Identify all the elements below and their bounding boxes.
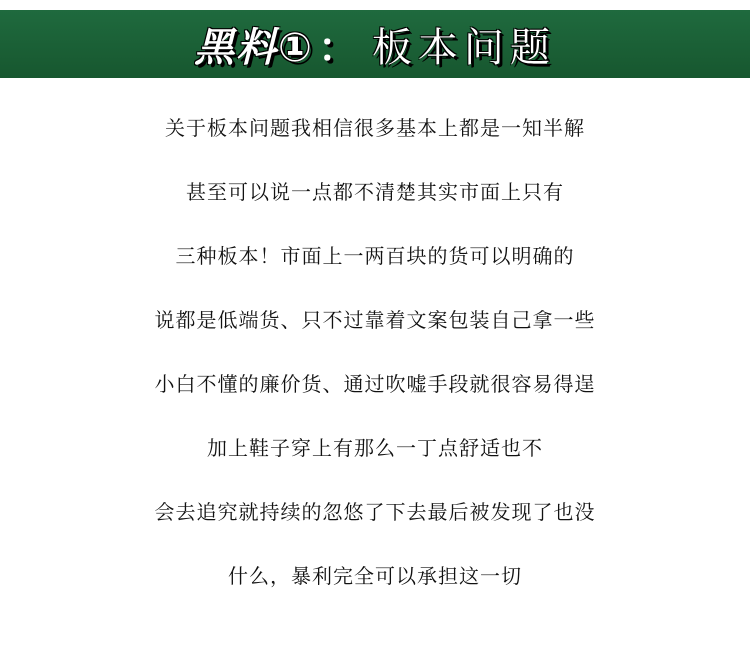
- text-line: 说都是低端货、只不过靠着文案包装自己拿一些: [154, 308, 596, 332]
- text-line: 会去追究就持续的忽悠了下去最后被发现了也没: [154, 500, 596, 524]
- banner-label-strong: 黑料①: [194, 24, 314, 71]
- banner-separator: ：: [317, 24, 358, 71]
- title-banner: [0, 10, 750, 78]
- text-line: 加上鞋子穿上有那么一丁点舒适也不: [207, 436, 543, 460]
- banner-title: [194, 10, 556, 78]
- text-line: 什么，暴利完全可以承担这一切: [228, 564, 522, 588]
- text-line: 甚至可以说一点都不清楚其实市面上只有: [186, 180, 564, 204]
- text-line: 三种板本！市面上一两百块的货可以明确的: [175, 244, 575, 268]
- text-line: 关于板本问题我相信很多基本上都是一知半解: [165, 116, 585, 140]
- text-line: 小白不懂的廉价货、通过吹嘘手段就很容易得逞: [154, 372, 596, 396]
- banner-label-sub: 板本问题: [371, 24, 556, 71]
- body-paragraph: [0, 96, 750, 608]
